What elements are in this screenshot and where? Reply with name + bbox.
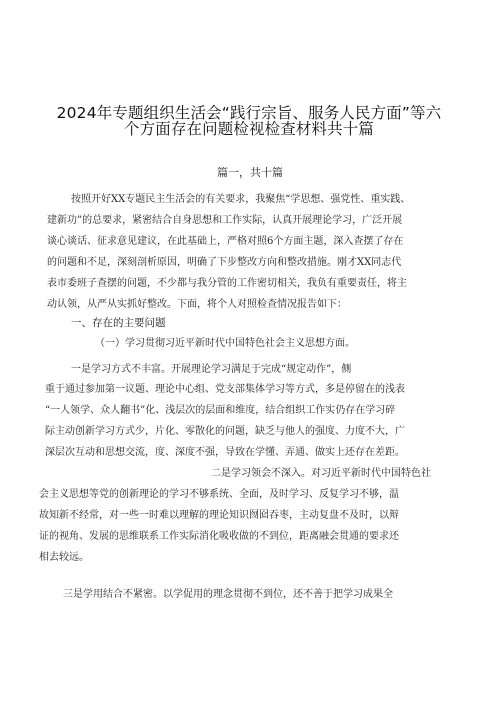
document-title-line-2: 个方面存在问题检视检查材料共十篇 <box>123 120 375 138</box>
section-heading: 一、存在的主要问题 <box>71 317 166 329</box>
paragraph-line: 动认领，从严从实抓好整改。下面，将个人对照检查情况报告如下： <box>47 299 347 310</box>
paragraph-line: 际主动创新学习方式少，片化、零散化的问题，缺乏与他人的强度、力度不大，广 <box>45 426 405 437</box>
paragraph-line: 的问题和不足，深刻剖析原因，明确了下步整改方向和整改措施。刚才XX同志代 <box>47 257 402 268</box>
paragraph-line: 深层次互动和思想交流，度、深度不强，导致在学懂、弄通、做实上还存在差距。 <box>45 447 405 458</box>
paragraph-line: 故知新不经常，对一些一时难以理解的理论知识囫囵吞枣，主动复盘不及时，以辩 <box>39 510 399 521</box>
paragraph-line: 按照开好XX专题民主生活会的有关要求，我聚焦“学思想、强党性、重实践、 <box>71 194 411 205</box>
paragraph-line: 三是学用结合不紧密。以学促用的理念贯彻不到位，还不善于把学习成果全 <box>63 589 393 600</box>
document-title-line-1: 2024年专题组织生活会“践行宗旨、服务人民方面”等六 <box>56 104 442 122</box>
paragraph-line: 表市委班子查摆的问题，不少都与我分管的工作密切相关，我负有重要责任，将主 <box>47 278 407 289</box>
subsection-heading: （一）学习贯彻习近平新时代中国特色社会主义思想方面。 <box>95 338 355 349</box>
paragraph-line: 重于通过参加第一议题、理论中心组、党支部集体学习等方式，多是停留在的浅表 <box>45 384 405 395</box>
paragraph-line: 二是学习领会不深入。对习近平新时代中国特色社 <box>211 468 431 479</box>
document-subtitle: 篇一，共十篇 <box>217 166 283 179</box>
paragraph-line: 建新功”的总要求，紧密结合自身思想和工作实际，认真开展理论学习，广泛开展 <box>47 215 403 226</box>
paragraph-line: 会主义思想等党的创新理论的学习不够系统、全面，及时学习、反复学习不够，温 <box>39 489 399 500</box>
paragraph-line: 一是学习方式不丰富。开展理论学习满足于完成“规定动作”，侧 <box>71 364 352 375</box>
paragraph-line: 谈心谈话、征求意见建议，在此基础上，严格对照6个方面主题，深入查摆了存在 <box>47 236 404 247</box>
paragraph-line: “一人领学、众人翻书”化、浅层次的层面和维度，结合组织工作实仍存在学习碎 <box>45 405 396 416</box>
paragraph-line: 证的视角、发展的思维联系工作实际消化吸收做的不到位，距离融会贯通的要求还 <box>39 531 399 542</box>
paragraph-line: 相去较远。 <box>39 552 89 563</box>
